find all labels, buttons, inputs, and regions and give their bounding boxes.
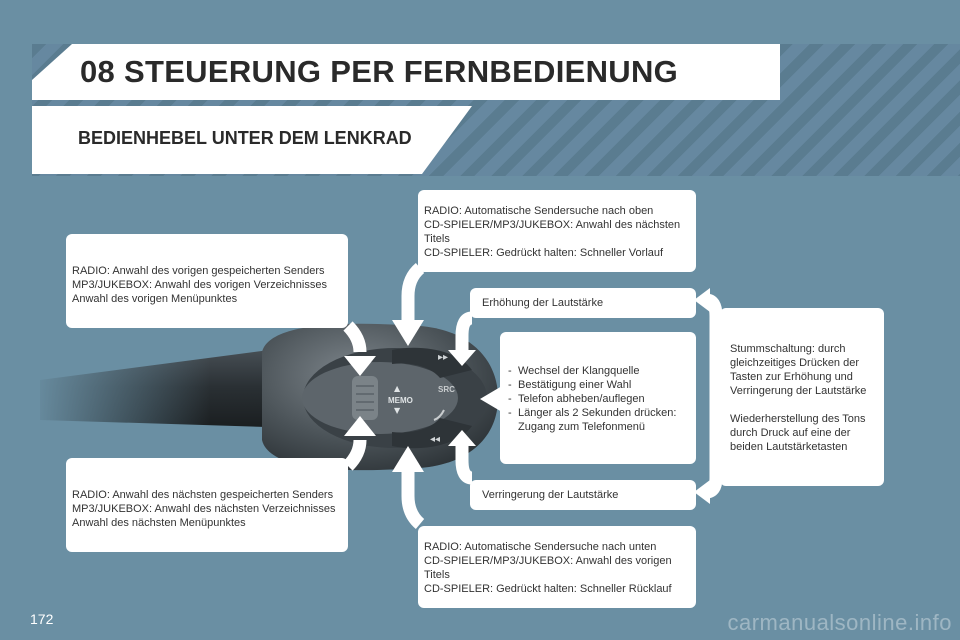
seek-up-glyph: ▸▸ <box>438 352 449 363</box>
prev-station-menu: Anwahl des vorigen Menüpunktes <box>72 293 238 305</box>
arrowhead-mute-top <box>694 288 710 312</box>
source-function-list <box>508 364 686 434</box>
mute-description: Stummschaltung: durch gleichzeitiges Drücken der Tasten zur Erhöhung und Verringerung der Lautstärke <box>730 343 867 397</box>
next-station-radio: RADIO: Anwahl des nächsten gespeicherten Senders <box>72 489 334 501</box>
stalk-shaft-fade <box>30 330 210 440</box>
box-volume-up <box>470 288 696 318</box>
thumb-wheel <box>352 376 378 420</box>
list-item: - Telefon abheben/auflegen <box>508 392 686 406</box>
box-volume-down <box>470 480 696 510</box>
arrow-search-up <box>408 268 420 322</box>
search-down-cd: CD-SPIELER/MP3/JUKEBOX: Anwahl des vorigen Titels <box>424 555 672 581</box>
search-up-hold: CD-SPIELER: Gedrückt halten: Schneller Vorlauf <box>424 247 664 259</box>
section-subtitle: BEDIENHEBEL UNTER DEM LENKRAD <box>78 128 412 148</box>
list-item: - Länger als 2 Sekunden drücken: Zugang zum Telefonmenü <box>508 406 686 434</box>
arrow-mute-connector <box>706 300 716 492</box>
unmute-description: Wiederherstellung des Tons durch Druck auf eine der beiden Lautstärketasten <box>730 413 866 453</box>
src-label: SRC <box>438 385 455 394</box>
volume-down-label: Verringerung der Lautstärke <box>482 489 619 501</box>
seek-down-glyph: ◂◂ <box>430 434 441 445</box>
box-search-down <box>418 526 696 608</box>
list-item: - Wechsel der Klangquelle <box>508 364 686 378</box>
volume-up-label: Erhöhung der Lautstärke <box>482 297 604 309</box>
watermark-text: carmanualsonline.info <box>727 610 952 635</box>
search-down-radio: RADIO: Automatische Sendersuche nach unten <box>424 541 657 553</box>
box-search-up <box>418 190 696 272</box>
search-up-cd: CD-SPIELER/MP3/JUKEBOX: Anwahl des nächsten Titels <box>424 219 681 245</box>
page-title: 08 STEUERUNG PER FERNBEDIENUNG <box>80 54 679 89</box>
box-next-station <box>66 458 348 552</box>
next-station-mp3: MP3/JUKEBOX: Anwahl des nächsten Verzeichnisses <box>72 503 336 515</box>
list-item: - Bestätigung einer Wahl <box>508 378 686 392</box>
memo-down-glyph: ▼ <box>394 406 401 415</box>
next-station-menu: Anwahl des nächsten Menüpunktes <box>72 517 246 529</box>
arrowhead-mute-bottom <box>694 480 710 504</box>
memo-up-glyph: ▲ <box>394 384 401 393</box>
memo-label: MEMO <box>388 396 413 405</box>
arrow-search-down <box>408 470 420 524</box>
prev-station-radio: RADIO: Anwahl des vorigen gespeicherten Senders <box>72 265 325 277</box>
page-number: 172 <box>30 611 54 627</box>
prev-station-mp3: MP3/JUKEBOX: Anwahl des vorigen Verzeichnisses <box>72 279 327 291</box>
box-mute <box>720 308 884 486</box>
search-up-radio: RADIO: Automatische Sendersuche nach oben <box>424 205 654 217</box>
box-source <box>500 332 696 464</box>
box-prev-station <box>66 234 348 328</box>
search-down-hold: CD-SPIELER: Gedrückt halten: Schneller Rücklauf <box>424 583 672 595</box>
